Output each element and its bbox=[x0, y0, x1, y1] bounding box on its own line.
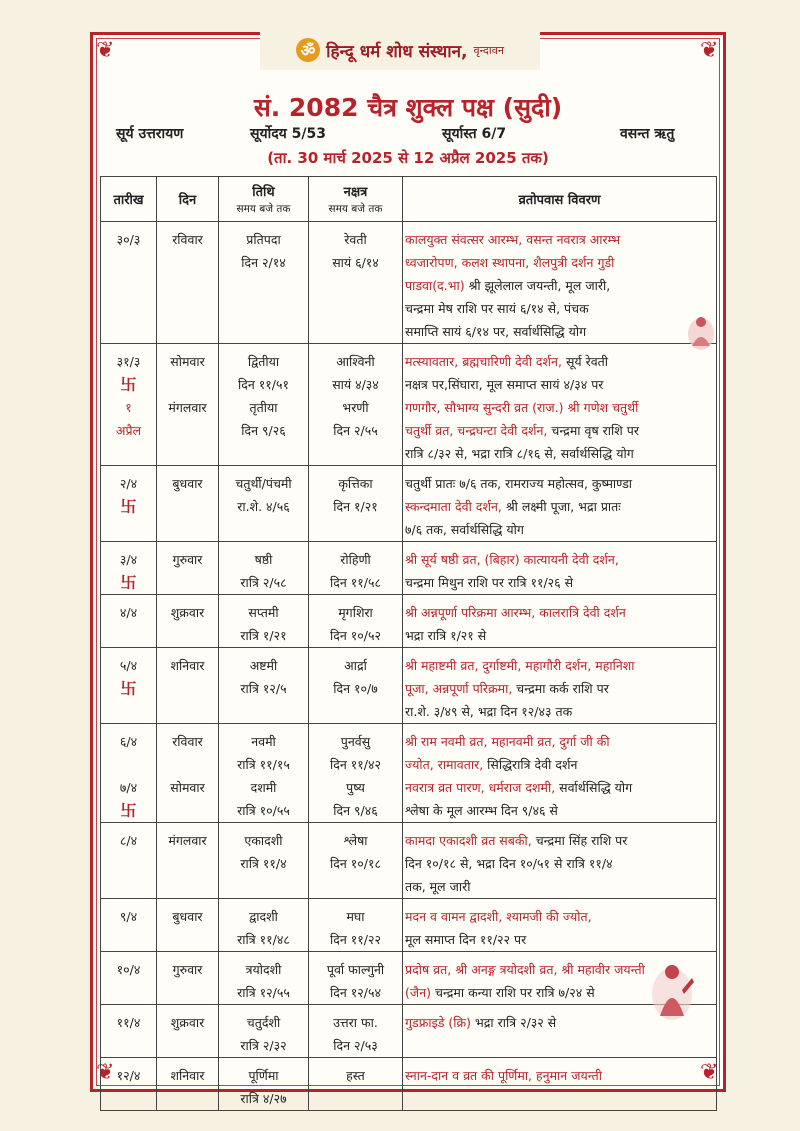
day-cell bbox=[157, 542, 219, 595]
nakshatra-cell-line: दिन ११/४२ bbox=[330, 757, 381, 772]
day-cell-line: मंगलवार bbox=[168, 833, 207, 848]
vrat-detail-text: रा.शे. ३/४९ से, भद्रा दिन १२/४३ तक bbox=[405, 704, 573, 719]
vrat-cell bbox=[403, 899, 717, 952]
nakshatra-cell-line: श्लेषा bbox=[343, 833, 368, 848]
vrat-line bbox=[405, 601, 714, 624]
vrat-highlight-text: चतुर्थी व्रत, चन्द्रघन्टा देवी दर्शन, bbox=[405, 423, 548, 438]
vrat-line bbox=[405, 571, 714, 594]
vrat-highlight-text: प्रदोष व्रत, श्री अनङ्ग त्रयोदशी व्रत, श्री महावीर जयन्ती bbox=[405, 962, 645, 977]
day-cell-line: गुरुवार bbox=[172, 552, 203, 567]
tithi-cell-line: रात्रि १०/५५ bbox=[237, 803, 290, 818]
vrat-line bbox=[405, 852, 714, 875]
vrat-line bbox=[405, 320, 714, 343]
vrat-line bbox=[405, 472, 714, 495]
table-row bbox=[101, 1058, 717, 1111]
nakshatra-cell bbox=[309, 466, 403, 542]
day-cell bbox=[157, 648, 219, 724]
vrat-line bbox=[405, 928, 714, 951]
org-name: हिन्दू धर्म शोध संस्थान, bbox=[326, 41, 468, 62]
vrat-detail-text: भद्रा रात्रि १/२१ से bbox=[405, 628, 487, 643]
table-row bbox=[101, 899, 717, 952]
tithi-cell-line: रात्रि १२/५५ bbox=[237, 985, 290, 1000]
day-cell-line: बुधवार bbox=[172, 909, 203, 924]
day-cell-line: गुरुवार bbox=[172, 962, 203, 977]
day-cell-line: शनिवार bbox=[170, 1068, 205, 1083]
date-cell-line: ४/४ bbox=[119, 605, 138, 620]
table-row bbox=[101, 648, 717, 724]
vrat-detail-text: चन्द्रमा मेष राशि पर सायं ६/१४ से, पंचक bbox=[405, 301, 589, 316]
col-header-day: दिन bbox=[157, 177, 219, 222]
date-cell-line: 卐 bbox=[120, 375, 137, 394]
vrat-cell bbox=[403, 222, 717, 344]
vrat-line bbox=[405, 905, 714, 928]
nakshatra-cell-line: पुष्य bbox=[346, 780, 365, 795]
date-cell bbox=[101, 899, 157, 952]
date-cell-line: ३१/३ bbox=[116, 354, 141, 369]
nakshatra-cell bbox=[309, 724, 403, 823]
day-cell-line: शनिवार bbox=[170, 658, 205, 673]
day-cell-line bbox=[159, 753, 216, 776]
tithi-cell bbox=[219, 1005, 309, 1058]
date-cell-line: ५/४ bbox=[119, 658, 138, 673]
tithi-cell-line: रात्रि ११/४ bbox=[240, 856, 287, 871]
vrat-detail-text: चतुर्थी प्रातः ७/६ तक, रामराज्य महोत्सव, कुष्माण्डा bbox=[405, 476, 633, 491]
nakshatra-cell-line: मृगशिरा bbox=[338, 605, 373, 620]
tithi-cell-line: चतुर्थी/पंचमी bbox=[235, 476, 292, 491]
date-cell-line: 卐 bbox=[120, 801, 137, 820]
tithi-cell-line: रात्रि २/५८ bbox=[240, 575, 287, 590]
vrat-highlight-text: (जैन) bbox=[405, 985, 431, 1000]
day-cell bbox=[157, 1058, 219, 1111]
vrat-highlight-text: गुडफ्राइडे (क्रि) bbox=[405, 1015, 471, 1030]
tithi-cell-line: दशमी bbox=[250, 780, 277, 795]
nakshatra-cell bbox=[309, 1005, 403, 1058]
vrat-line bbox=[405, 875, 714, 898]
nakshatra-cell-line: रोहिणी bbox=[340, 552, 371, 567]
vrat-highlight-text: पाडवा(द.भा) bbox=[405, 278, 465, 293]
tithi-cell bbox=[219, 344, 309, 466]
vrat-detail-text: सर्वार्थसिद्धि योग bbox=[555, 780, 633, 795]
date-cell-line: ७/४ bbox=[119, 780, 138, 795]
day-cell-line: बुधवार bbox=[172, 476, 203, 491]
nakshatra-cell-line: पूर्वा फाल्गुनी bbox=[326, 962, 385, 977]
tithi-cell-line: रात्रि १२/५ bbox=[240, 681, 287, 696]
day-cell bbox=[157, 952, 219, 1005]
day-cell bbox=[157, 222, 219, 344]
nakshatra-cell-line: सायं ४/३४ bbox=[332, 377, 379, 392]
date-cell bbox=[101, 724, 157, 823]
vrat-detail-text: सूर्य रेवती bbox=[561, 354, 609, 369]
nakshatra-cell bbox=[309, 648, 403, 724]
nakshatra-cell-line: उत्तरा फा. bbox=[333, 1015, 378, 1030]
tithi-cell-line: दिन २/१४ bbox=[241, 255, 286, 270]
col-header-date: तारीख bbox=[101, 177, 157, 222]
day-cell bbox=[157, 1005, 219, 1058]
table-row bbox=[101, 952, 717, 1005]
nakshatra-cell-line: पुनर्वसु bbox=[340, 734, 371, 749]
vrat-line bbox=[405, 730, 714, 753]
vrat-cell bbox=[403, 344, 717, 466]
vrat-line bbox=[405, 495, 714, 518]
day-cell bbox=[157, 344, 219, 466]
nakshatra-cell bbox=[309, 222, 403, 344]
date-cell-line: १०/४ bbox=[116, 962, 141, 977]
vrat-highlight-text: ध्वजारोपण, कलश स्थापना, शैलपुत्री दर्शन गुडी bbox=[405, 255, 615, 270]
tithi-cell-line: द्वादशी bbox=[249, 909, 278, 924]
date-cell-line: 卐 bbox=[120, 573, 137, 592]
day-cell-line bbox=[159, 571, 216, 594]
om-icon: ॐ bbox=[296, 38, 320, 62]
tithi-cell bbox=[219, 823, 309, 899]
vrat-line bbox=[405, 274, 714, 297]
day-cell-line bbox=[159, 495, 216, 518]
vrat-cell bbox=[403, 724, 717, 823]
table-row bbox=[101, 222, 717, 344]
sunset-info: सूर्यास्त 6/7 bbox=[442, 126, 507, 142]
sunrise-info: सूर्योदय 5/53 bbox=[250, 126, 326, 142]
corner-ornament-icon: ❦ bbox=[700, 38, 719, 63]
day-cell bbox=[157, 595, 219, 648]
date-cell bbox=[101, 466, 157, 542]
tithi-cell bbox=[219, 466, 309, 542]
tithi-cell-line: रात्रि ११/४८ bbox=[237, 932, 290, 947]
tithi-cell-line: द्वितीया bbox=[247, 354, 280, 369]
vrat-cell bbox=[403, 466, 717, 542]
vrat-line bbox=[405, 829, 714, 852]
vrat-line bbox=[405, 677, 714, 700]
tithi-cell bbox=[219, 724, 309, 823]
vrat-detail-text: चन्द्रमा कन्या राशि पर रात्रि ७/२४ से bbox=[430, 985, 595, 1000]
vrat-highlight-text: ज्योत, रामावतार, bbox=[405, 757, 484, 772]
vrat-line bbox=[405, 373, 714, 396]
corner-ornament-icon: ❦ bbox=[96, 1060, 115, 1085]
vrat-highlight-text: मत्स्यावतार, ब्रह्मचारिणी देवी दर्शन, bbox=[405, 354, 562, 369]
nakshatra-cell-line: दिन १०/१८ bbox=[330, 856, 381, 871]
nakshatra-cell-line: दिन ९/४६ bbox=[333, 803, 378, 818]
day-cell bbox=[157, 823, 219, 899]
day-cell-line bbox=[159, 419, 216, 442]
date-cell-line: ८/४ bbox=[119, 833, 138, 848]
vrat-detail-text: रात्रि ८/३२ से, भद्रा रात्रि ८/१६ से, सर्वार्थसिद्धि योग bbox=[405, 446, 634, 461]
col-header-nakshatra: नक्षत्र समय बजे तक bbox=[309, 177, 403, 222]
table-row bbox=[101, 724, 717, 823]
header-band bbox=[260, 30, 540, 70]
nakshatra-cell-line: मघा bbox=[346, 909, 365, 924]
nakshatra-cell-line: दिन ११/२२ bbox=[330, 932, 381, 947]
date-cell-line: १ bbox=[125, 400, 132, 415]
corner-ornament-icon: ❦ bbox=[96, 38, 115, 63]
nakshatra-cell-line: दिन १/२१ bbox=[333, 499, 378, 514]
nakshatra-cell bbox=[309, 899, 403, 952]
vrat-detail-text: चन्द्रमा कर्क राशि पर bbox=[512, 681, 609, 696]
date-cell-line: ११/४ bbox=[116, 1015, 141, 1030]
date-cell-line: १२/४ bbox=[116, 1068, 141, 1083]
table-row bbox=[101, 595, 717, 648]
nakshatra-cell-line: कृत्तिका bbox=[338, 476, 373, 491]
vrat-detail-text: भद्रा रात्रि २/३२ से bbox=[471, 1015, 557, 1030]
nakshatra-cell bbox=[309, 1058, 403, 1111]
tithi-cell-line: तृतीया bbox=[249, 400, 278, 415]
day-cell-line bbox=[159, 677, 216, 700]
tithi-cell bbox=[219, 222, 309, 344]
table-header-row bbox=[101, 177, 717, 222]
date-cell bbox=[101, 222, 157, 344]
vrat-highlight-text: कालयुक्त संवत्सर आरम्भ, वसन्त नवरात्र आरम्भ bbox=[405, 232, 621, 247]
tithi-cell bbox=[219, 1058, 309, 1111]
nakshatra-cell-line: दिन १०/५२ bbox=[330, 628, 381, 643]
day-cell-line: रविवार bbox=[172, 734, 203, 749]
table-row bbox=[101, 1005, 717, 1058]
tithi-cell bbox=[219, 952, 309, 1005]
nakshatra-cell bbox=[309, 823, 403, 899]
day-cell-line: शुक्रवार bbox=[170, 605, 205, 620]
date-cell bbox=[101, 648, 157, 724]
tithi-cell bbox=[219, 595, 309, 648]
vrat-line bbox=[405, 753, 714, 776]
season-info: वसन्त ऋतु bbox=[620, 126, 675, 142]
vrat-line bbox=[405, 228, 714, 251]
tithi-cell-line: त्रयोदशी bbox=[245, 962, 282, 977]
vrat-line bbox=[405, 654, 714, 677]
vrat-detail-text: चन्द्रमा सिंह राशि पर bbox=[531, 833, 628, 848]
nakshatra-cell-line: दिन ११/५८ bbox=[330, 575, 381, 590]
vrat-highlight-text: पूजा, अन्नपूर्णा परिक्रमा, bbox=[405, 681, 513, 696]
tithi-cell-line: दिन ११/५१ bbox=[238, 377, 289, 392]
vrat-highlight-text: श्री अन्नपूर्णा परिक्रमा आरम्भ, कालरात्रि देवी दर्शन bbox=[405, 605, 626, 620]
nakshatra-cell-line: रेवती bbox=[344, 232, 367, 247]
tithi-cell-line: नवमी bbox=[251, 734, 276, 749]
tithi-cell-line: अष्टमी bbox=[249, 658, 278, 673]
tithi-cell-line: प्रतिपदा bbox=[246, 232, 281, 247]
nakshatra-cell-line: भरणी bbox=[342, 400, 369, 415]
nakshatra-cell bbox=[309, 542, 403, 595]
date-cell bbox=[101, 952, 157, 1005]
tithi-cell-line: चतुर्दशी bbox=[246, 1015, 281, 1030]
date-cell bbox=[101, 823, 157, 899]
vrat-line bbox=[405, 297, 714, 320]
vrat-detail-text: मूल समाप्त दिन ११/२२ पर bbox=[405, 932, 527, 947]
vrat-line bbox=[405, 799, 714, 822]
day-cell bbox=[157, 899, 219, 952]
vrat-cell bbox=[403, 823, 717, 899]
vrat-line bbox=[405, 548, 714, 571]
vrat-cell bbox=[403, 1058, 717, 1111]
vrat-highlight-text: श्री महाष्टमी व्रत, दुर्गाष्टमी, महागौरी दर्शन, महानिशा bbox=[405, 658, 635, 673]
vrat-highlight-text: मदन व वामन द्वादशी, श्यामजी की ज्योत, bbox=[405, 909, 592, 924]
nakshatra-cell-line: आश्विनी bbox=[336, 354, 375, 369]
vrat-detail-text: तक, मूल जारी bbox=[405, 879, 471, 894]
date-cell bbox=[101, 542, 157, 595]
table-row bbox=[101, 823, 717, 899]
vrat-detail-text: चन्द्रमा वृष राशि पर bbox=[547, 423, 639, 438]
vrat-detail-text: श्री लक्ष्मी पूजा, भद्रा प्रातः bbox=[501, 499, 621, 514]
hanuman-illustration bbox=[648, 960, 696, 1022]
day-cell-line: सोमवार bbox=[170, 354, 205, 369]
date-cell bbox=[101, 595, 157, 648]
vrat-highlight-text: श्री सूर्य षष्ठी व्रत, (बिहार) कात्यायनी देवी दर्शन, bbox=[405, 552, 619, 567]
date-cell-line: ३०/३ bbox=[116, 232, 141, 247]
vrat-line bbox=[405, 442, 714, 465]
vrat-detail-text: समाप्ति सायं ६/१४ पर, सर्वार्थसिद्धि योग bbox=[405, 324, 587, 339]
nakshatra-cell-line: दिन २/५५ bbox=[333, 423, 378, 438]
vrat-detail-text: दिन १०/१८ से, भद्रा दिन १०/५१ से रात्रि ११/४ bbox=[405, 856, 613, 871]
tithi-cell-line: रात्रि १/२१ bbox=[240, 628, 287, 643]
vrat-detail-text: नक्षत्र पर,सिंघारा, मूल समाप्त सायं ४/३४ पर bbox=[405, 377, 604, 392]
date-cell-line bbox=[103, 753, 154, 776]
vrat-detail-text: श्री झूलेलाल जयन्ती, मूल जारी, bbox=[464, 278, 611, 293]
vrat-highlight-text: स्नान-दान व व्रत की पूर्णिमा, हनुमान जयन्ती bbox=[405, 1068, 602, 1083]
surya-info: सूर्य उत्तरायण bbox=[116, 126, 184, 142]
nakshatra-cell-line bbox=[311, 1087, 400, 1110]
table-row bbox=[101, 542, 717, 595]
corner-ornament-icon: ❦ bbox=[700, 1060, 719, 1085]
day-cell-line bbox=[159, 799, 216, 822]
vrat-detail-text: चन्द्रमा मिथुन राशि पर रात्रि ११/२६ से bbox=[405, 575, 574, 590]
panchang-table bbox=[100, 176, 717, 1111]
vrat-line bbox=[405, 1064, 714, 1087]
date-range: (ता. 30 मार्च 2025 से 12 अप्रैल 2025 तक) bbox=[267, 149, 549, 167]
vrat-line bbox=[405, 419, 714, 442]
nakshatra-cell-line: हस्त bbox=[346, 1068, 365, 1083]
date-cell-line: २/४ bbox=[119, 476, 138, 491]
date-cell-line: ६/४ bbox=[119, 734, 138, 749]
org-place: वृन्दावन bbox=[473, 43, 504, 57]
date-cell bbox=[101, 1058, 157, 1111]
tithi-cell-line: षष्ठी bbox=[254, 552, 273, 567]
vrat-line bbox=[405, 396, 714, 419]
vrat-cell bbox=[403, 542, 717, 595]
date-cell-line: 卐 bbox=[120, 679, 137, 698]
tithi-cell bbox=[219, 542, 309, 595]
date-cell-line: 卐 bbox=[120, 497, 137, 516]
vrat-line bbox=[405, 350, 714, 373]
date-cell bbox=[101, 1005, 157, 1058]
day-cell-line: शुक्रवार bbox=[170, 1015, 205, 1030]
vrat-cell bbox=[403, 595, 717, 648]
day-cell-line: सोमवार bbox=[170, 780, 205, 795]
vrat-highlight-text: गणगौर, सौभाग्य सुन्दरी व्रत (राज.) श्री गणेश चतुर्थी bbox=[405, 400, 639, 415]
nakshatra-cell-line: आर्द्रा bbox=[344, 658, 367, 673]
vrat-line bbox=[405, 700, 714, 723]
tithi-cell-line: सप्तमी bbox=[248, 605, 279, 620]
day-cell bbox=[157, 724, 219, 823]
vrat-cell bbox=[403, 648, 717, 724]
table-row bbox=[101, 466, 717, 542]
vrat-line bbox=[405, 518, 714, 541]
vrat-line bbox=[405, 251, 714, 274]
vrat-highlight-text: नवरात्र व्रत पारण, धर्मराज दशमी, bbox=[405, 780, 556, 795]
col-header-vrat: व्रतोपवास विवरण bbox=[403, 177, 717, 222]
nakshatra-cell bbox=[309, 595, 403, 648]
day-cell bbox=[157, 466, 219, 542]
page-title: सं. 2082 चैत्र शुक्ल पक्ष (सुदी) bbox=[253, 93, 563, 122]
nakshatra-cell-line: दिन १०/७ bbox=[333, 681, 378, 696]
col-header-tithi: तिथि समय बजे तक bbox=[219, 177, 309, 222]
tithi-cell-line: दिन ९/२६ bbox=[241, 423, 286, 438]
tithi-cell-line: रात्रि ४/२७ bbox=[240, 1091, 287, 1106]
vrat-detail-text: ७/६ तक, सर्वार्थसिद्धि योग bbox=[405, 522, 524, 537]
date-cell-line: ९/४ bbox=[119, 909, 138, 924]
tithi-cell-line: पूर्णिमा bbox=[248, 1068, 279, 1083]
nakshatra-cell bbox=[309, 952, 403, 1005]
vrat-line bbox=[405, 776, 714, 799]
tithi-cell-line: रा.शे. ४/५६ bbox=[237, 499, 290, 514]
vrat-detail-text: सिद्धिरात्रि देवी दर्शन bbox=[483, 757, 578, 772]
tithi-cell bbox=[219, 899, 309, 952]
nakshatra-cell-line: दिन २/५३ bbox=[333, 1038, 378, 1053]
deity-illustration bbox=[684, 312, 718, 352]
nakshatra-cell bbox=[309, 344, 403, 466]
table-row bbox=[101, 344, 717, 466]
date-cell-line: अप्रैल bbox=[115, 423, 142, 438]
nakshatra-cell-line: सायं ६/१४ bbox=[332, 255, 379, 270]
tithi-cell-line: रात्रि ११/१५ bbox=[237, 757, 290, 772]
vrat-highlight-text: स्कन्दमाता देवी दर्शन, bbox=[405, 499, 502, 514]
tithi-cell-line: रात्रि २/३२ bbox=[240, 1038, 287, 1053]
vrat-highlight-text: श्री राम नवमी व्रत, महानवमी व्रत, दुर्गा जी की bbox=[405, 734, 610, 749]
date-cell-line: ३/४ bbox=[119, 552, 138, 567]
day-cell-line: मंगलवार bbox=[168, 400, 207, 415]
nakshatra-cell-line: दिन १२/५४ bbox=[330, 985, 381, 1000]
vrat-highlight-text: कामदा एकादशी व्रत सबकी, bbox=[405, 833, 532, 848]
vrat-detail-text: श्लेषा के मूल आरम्भ दिन ९/४६ से bbox=[405, 803, 558, 818]
tithi-cell bbox=[219, 648, 309, 724]
tithi-cell-line: एकादशी bbox=[244, 833, 283, 848]
day-cell-line bbox=[159, 373, 216, 396]
day-cell-line: रविवार bbox=[172, 232, 203, 247]
vrat-line bbox=[405, 624, 714, 647]
date-cell bbox=[101, 344, 157, 466]
